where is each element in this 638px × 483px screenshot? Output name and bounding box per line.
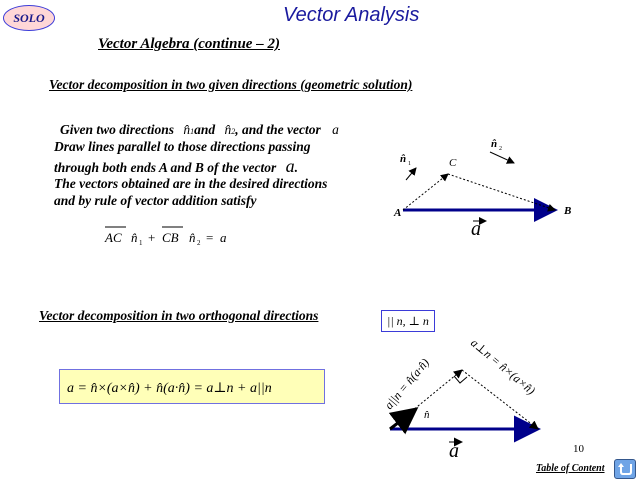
body-line-5: and by rule of vector addition satisfy: [54, 193, 257, 208]
formula-n2: n̂: [189, 230, 196, 245]
formula-n1: n̂: [131, 230, 138, 245]
n1-direction-arrow: [406, 168, 416, 180]
n1-label: n̂: [400, 153, 407, 165]
return-button[interactable]: [614, 459, 636, 479]
intro-prefix: Given two directions: [60, 122, 174, 137]
point-a-label: A: [394, 207, 402, 219]
orthogonal-diagram: [376, 330, 576, 460]
formula-a: a: [220, 230, 227, 245]
line3-a-vector: a: [285, 156, 295, 176]
decomposition-formula: [100, 222, 240, 252]
slide-subtitle: Vector Algebra (continue – 2): [98, 36, 280, 52]
body-line-2: Draw lines parallel to those directions passing: [54, 139, 311, 154]
formula-ac: AC: [105, 230, 122, 245]
parallel-component-label: a||n = n̂(a·n̂): [381, 355, 432, 412]
ac-component-arrow: [403, 174, 448, 210]
orthogonal-a-label: a: [449, 440, 459, 460]
section-heading-geometric: Vector decomposition in two given directions (geometric solution): [49, 77, 413, 92]
n1-sub: 1: [190, 127, 195, 136]
body-line-3: [54, 156, 298, 177]
point-b-label: B: [564, 205, 572, 217]
right-angle-marker: [454, 376, 467, 383]
orthogonal-notation-box: || n, ⊥ n: [381, 310, 435, 332]
n2-direction-arrow: [490, 152, 514, 163]
formula-eq: =: [206, 230, 214, 245]
formula-cb: CB: [162, 230, 179, 245]
n2-label-sub: 2: [499, 146, 502, 152]
n2-label: n̂: [491, 138, 498, 150]
line3-dot: .: [294, 160, 299, 175]
n2-symbol: n̂: [224, 122, 232, 137]
intro-a-vector: a: [332, 122, 339, 137]
intro-suffix: , and the vector: [235, 122, 321, 137]
point-c-label: C: [449, 157, 457, 169]
orthogonal-formula: [60, 370, 324, 403]
n1-label-sub: 1: [408, 161, 411, 167]
perpendicular-component-label: a⊥n = n̂×(a×n̂): [468, 335, 539, 398]
vector-a-label: a: [471, 218, 481, 240]
intro-and: and: [194, 122, 216, 137]
orthogonal-formula-text: a = n̂×(a×n̂) + n̂(a·n̂) = a⊥n + a||n: [67, 381, 272, 396]
table-of-content-link[interactable]: Table of Content: [536, 463, 605, 474]
return-icon: [615, 460, 635, 478]
cb-component-arrow: [448, 174, 555, 210]
body-line-4: The vectors obtained are in the desired directions: [54, 176, 328, 191]
geometric-diagram: [380, 130, 590, 240]
slide-title: Vector Analysis: [283, 4, 420, 26]
page-number: 10: [573, 443, 584, 455]
orthogonal-formula-box: [59, 369, 325, 404]
formula-n1-sub: 1: [139, 239, 143, 247]
solo-badge: SOLO: [3, 5, 55, 31]
formula-plus: +: [148, 230, 156, 245]
n-unit-label: n̂: [424, 409, 430, 421]
n2-sub: 2: [231, 127, 236, 136]
n-unit-arrow: [390, 409, 416, 429]
n1-symbol: n̂: [183, 122, 191, 137]
intro-line: [60, 122, 339, 138]
line3-prefix: through both ends A and B of the vector: [54, 160, 277, 175]
formula-n2-sub: 2: [197, 239, 201, 247]
section-heading-orthogonal: Vector decomposition in two orthogonal directions: [39, 308, 319, 323]
